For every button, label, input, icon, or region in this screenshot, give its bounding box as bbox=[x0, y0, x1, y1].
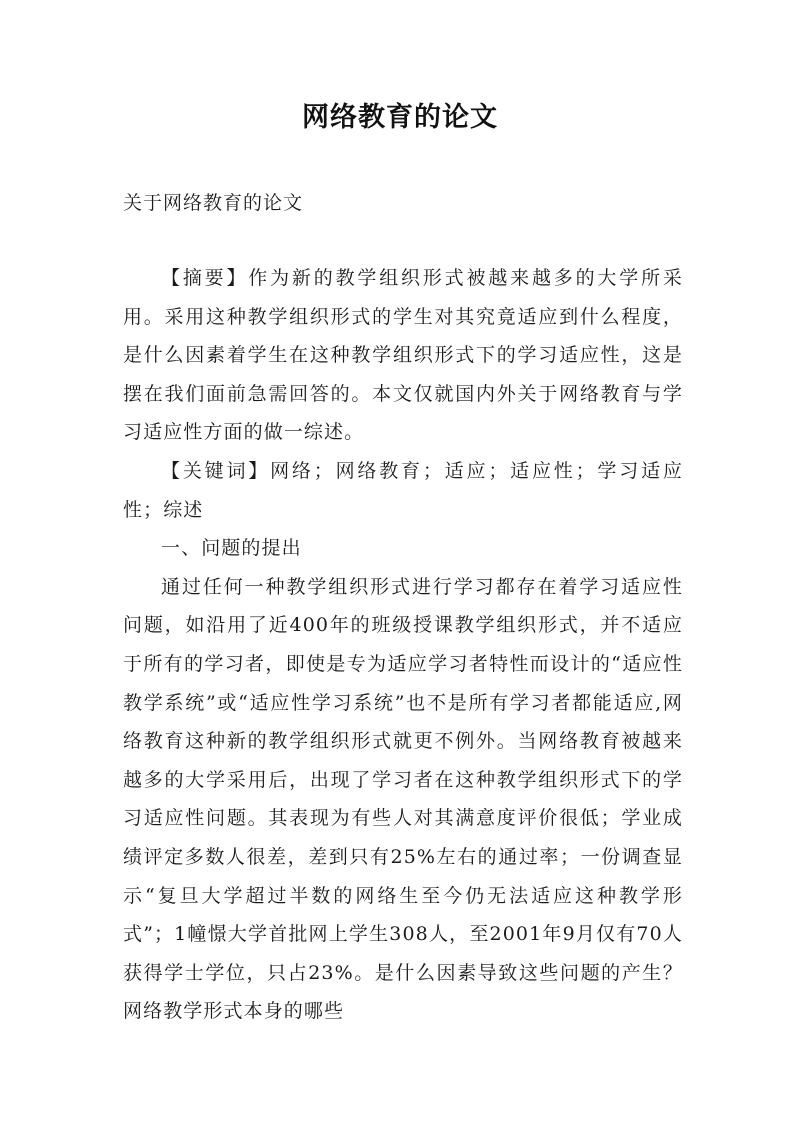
section-heading: 一、问题的提出 bbox=[161, 537, 302, 560]
document-title: 网络教育的论文 bbox=[302, 102, 498, 133]
document-body bbox=[123, 259, 683, 1031]
keywords-paragraph: 【关键词】网络；网络教育；适应；适应性；学习适应性；综述 bbox=[123, 459, 683, 521]
body-paragraph: 通过任何一种教学组织形式进行学习都存在着学习适应性问题，如沿用了近400年的班级授课教学组织形式，并不适应于所有的学习者，即使是专为适应学习者特性而设计的“适应性教学系统”或“适应性学习系统”也不是所有学习者都能适应,网络教育这种新的教学组织形式就更不例外。当网络教育被越来越多的大学采用后，出现了学习者在这种教学组织形式下的学习适应性问题。其表现为有些人对其满意度评价很低；学业成绩评定多数人很差，差到只有25%左右的通过率；一份调查显示“复旦大学超过半数的网络生至今仍无法适应这种教学形式”；1幢憬大学首批网上学生308人，至2001年9月仅有70人获得学士学位，只占23%。是什么因素导致这些问题的产生？网络教学形式本身的哪些 bbox=[123, 575, 683, 1023]
abstract-paragraph: 【摘要】作为新的教学组织形式被越来越多的大学所采用。采用这种教学组织形式的学生对其究竟适应到什么程度，是什么因素着学生在这种教学组织形式下的学习适应性，这是摆在我们面前急需回答的。本文仅就国内外关于网络教育与学习适应性方面的做一综述。 bbox=[123, 267, 683, 444]
document-subtitle: 关于网络教育的论文 bbox=[123, 192, 304, 214]
